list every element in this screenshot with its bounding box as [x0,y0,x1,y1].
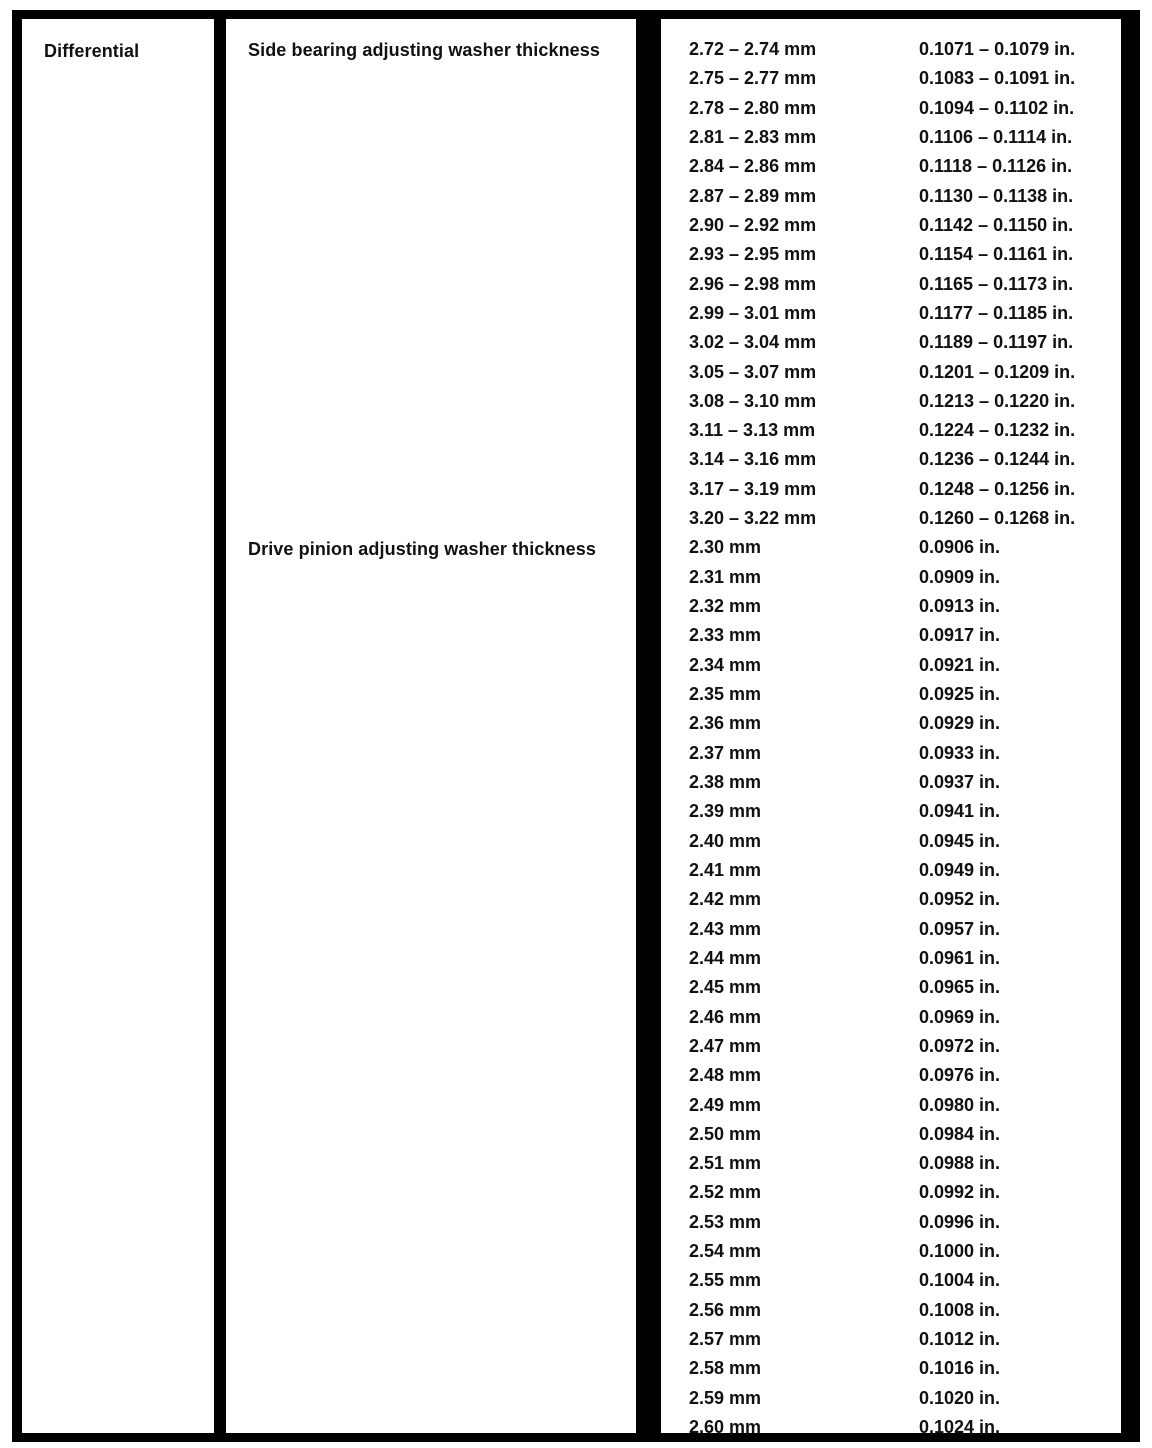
value-mm: 2.35 mm [689,684,762,705]
value-mm: 2.54 mm [689,1241,762,1262]
value-row [661,596,1121,625]
value-inch: 0.1165 – 0.1173 in. [919,273,1074,294]
value-inch: 0.1024 in. [919,1417,1001,1438]
value-mm: 2.50 mm [689,1123,762,1144]
value-mm: 2.72 – 2.74 mm [689,39,817,59]
value-inch: 0.0937 in. [919,772,1001,792]
value-mm: 2.46 mm [689,1006,762,1027]
value-mm: 3.08 – 3.10 mm [689,390,817,411]
value-mm: 2.41 mm [689,859,762,880]
value-mm: 2.96 – 2.98 mm [689,273,817,294]
value-mm: 2.47 mm [689,1035,762,1056]
value-mm: 2.42 mm [689,889,762,910]
value-row [661,479,1121,508]
value-row [661,1358,1121,1387]
value-mm: 2.53 mm [689,1211,762,1232]
value-row [661,1065,1121,1094]
value-row [661,1241,1121,1270]
value-mm: 2.52 mm [689,1182,762,1203]
item-column [226,19,636,1433]
value-inch: 0.1154 – 0.1161 in. [919,244,1074,265]
value-mm: 2.57 mm [689,1329,762,1350]
value-row [661,684,1121,713]
value-mm: 2.34 mm [689,654,762,675]
value-inch: 0.1177 – 0.1185 in. [919,302,1074,323]
value-inch: 0.0984 in. [919,1123,1001,1144]
value-inch: 0.0980 in. [919,1094,1001,1115]
value-mm: 2.75 – 2.77 mm [689,68,817,89]
value-inch: 0.1130 – 0.1138 in. [919,185,1074,206]
value-row [661,1153,1121,1182]
value-inch: 0.0949 in. [919,859,1001,880]
value-mm: 2.32 mm [689,596,762,617]
value-mm: 2.78 – 2.80 mm [689,97,817,118]
section-label-side-bearing: Side bearing adjusting washer thickness [248,40,600,60]
value-inch: 0.0906 in. [919,537,1001,558]
value-row [661,156,1121,185]
value-row [661,1007,1121,1036]
category-label: Differential [44,41,140,61]
value-row [661,977,1121,1006]
value-inch: 0.0996 in. [919,1211,1001,1232]
value-inch: 0.0988 in. [919,1153,1001,1174]
value-mm: 3.11 – 3.13 mm [689,420,816,441]
value-row [661,1182,1121,1211]
value-inch: 0.0925 in. [919,684,1001,705]
value-row [661,801,1121,830]
category-column [22,19,214,1433]
value-inch: 0.1071 – 0.1079 in. [919,39,1076,59]
value-row [661,420,1121,449]
value-mm: 2.31 mm [689,566,762,587]
value-inch: 0.1016 in. [919,1358,1001,1379]
value-row [661,655,1121,684]
value-mm: 3.02 – 3.04 mm [689,332,817,353]
value-mm: 2.36 mm [689,713,762,734]
value-mm: 2.33 mm [689,625,762,646]
value-row [661,831,1121,860]
value-inch: 0.0972 in. [919,1035,1001,1056]
section-label-drive-pinion: Drive pinion adjusting washer thickness [248,539,596,559]
value-row [661,625,1121,654]
value-row [661,303,1121,332]
value-mm: 2.38 mm [689,772,762,792]
values-column [661,19,1121,1438]
value-inch: 0.1020 in. [919,1387,1001,1408]
value-inch: 0.0952 in. [919,889,1001,910]
value-mm: 2.60 mm [689,1417,762,1438]
value-row [661,508,1121,537]
value-inch: 0.1224 – 0.1232 in. [919,420,1076,441]
value-inch: 0.1189 – 0.1197 in. [919,332,1074,353]
value-inch: 0.1118 – 0.1126 in. [919,156,1073,177]
value-inch: 0.1094 – 0.1102 in. [919,97,1075,118]
value-mm: 2.44 mm [689,947,762,968]
value-inch: 0.0969 in. [919,1006,1001,1027]
value-inch: 0.1201 – 0.1209 in. [919,361,1076,382]
value-inch: 0.0957 in. [919,918,1001,939]
value-mm: 2.30 mm [689,537,762,558]
value-mm: 2.87 – 2.89 mm [689,185,817,206]
value-inch: 0.1000 in. [919,1241,1001,1262]
value-row [661,274,1121,303]
value-inch: 0.0909 in. [919,566,1001,587]
value-mm: 2.49 mm [689,1094,762,1115]
value-inch: 0.1248 – 0.1256 in. [919,478,1076,499]
value-row [661,1212,1121,1241]
value-mm: 3.20 – 3.22 mm [689,508,817,529]
value-row [661,1095,1121,1124]
spec-table [12,10,1140,1442]
value-row [661,127,1121,156]
value-inch: 0.1236 – 0.1244 in. [919,449,1076,470]
value-row [661,332,1121,361]
value-inch: 0.0929 in. [919,713,1001,734]
value-inch: 0.1083 – 0.1091 in. [919,68,1076,89]
value-row [661,1417,1121,1446]
value-mm: 2.37 mm [689,742,762,763]
value-mm: 2.51 mm [689,1153,762,1174]
value-row [661,98,1121,127]
value-row [661,743,1121,772]
value-inch: 0.0917 in. [919,625,1001,646]
value-mm: 2.40 mm [689,830,762,851]
value-mm: 2.48 mm [689,1065,762,1086]
value-inch: 0.0992 in. [919,1182,1001,1203]
value-row [661,186,1121,215]
value-row [661,68,1121,97]
value-inch: 0.0961 in. [919,947,1001,968]
value-mm: 2.39 mm [689,801,762,822]
value-inch: 0.0965 in. [919,977,1001,998]
value-mm: 2.81 – 2.83 mm [689,126,817,147]
value-inch: 0.0933 in. [919,742,1001,763]
value-mm: 2.43 mm [689,918,762,939]
value-mm: 2.84 – 2.86 mm [689,156,817,177]
value-row [661,948,1121,977]
value-inch: 0.1012 in. [919,1329,1001,1350]
value-row [661,1124,1121,1153]
value-mm: 2.59 mm [689,1387,762,1408]
value-row [661,449,1121,478]
value-row [661,919,1121,948]
value-row [661,713,1121,742]
value-mm: 2.55 mm [689,1270,762,1291]
value-row [661,1388,1121,1417]
value-mm: 2.58 mm [689,1358,762,1379]
value-mm: 3.05 – 3.07 mm [689,361,817,382]
value-inch: 0.1004 in. [919,1270,1001,1291]
value-mm: 2.99 – 3.01 mm [689,302,817,323]
value-inch: 0.1260 – 0.1268 in. [919,508,1076,529]
value-mm: 3.17 – 3.19 mm [689,478,817,499]
value-row [661,567,1121,596]
value-row [661,860,1121,889]
value-mm: 2.45 mm [689,977,762,998]
value-mm: 3.14 – 3.16 mm [689,449,817,470]
value-inch: 0.0976 in. [919,1065,1001,1086]
value-inch: 0.0921 in. [919,654,1001,675]
value-inch: 0.1008 in. [919,1299,1001,1320]
value-row [661,1036,1121,1065]
value-inch: 0.1142 – 0.1150 in. [919,214,1074,235]
value-row [661,215,1121,244]
value-row [661,1300,1121,1329]
value-inch: 0.0945 in. [919,830,1001,851]
value-row [661,391,1121,420]
value-row [661,244,1121,273]
value-inch: 0.1106 – 0.1114 in. [919,126,1073,147]
value-row [661,362,1121,391]
value-mm: 2.90 – 2.92 mm [689,214,817,235]
value-inch: 0.1213 – 0.1220 in. [919,390,1076,411]
value-row [661,889,1121,918]
value-mm: 2.93 – 2.95 mm [689,244,817,265]
value-row [661,537,1121,566]
value-inch: 0.0941 in. [919,801,1001,822]
value-row [661,39,1121,68]
value-row [661,1329,1121,1358]
value-row [661,772,1121,801]
value-mm: 2.56 mm [689,1299,762,1320]
value-row [661,1270,1121,1299]
value-inch: 0.0913 in. [919,596,1001,617]
